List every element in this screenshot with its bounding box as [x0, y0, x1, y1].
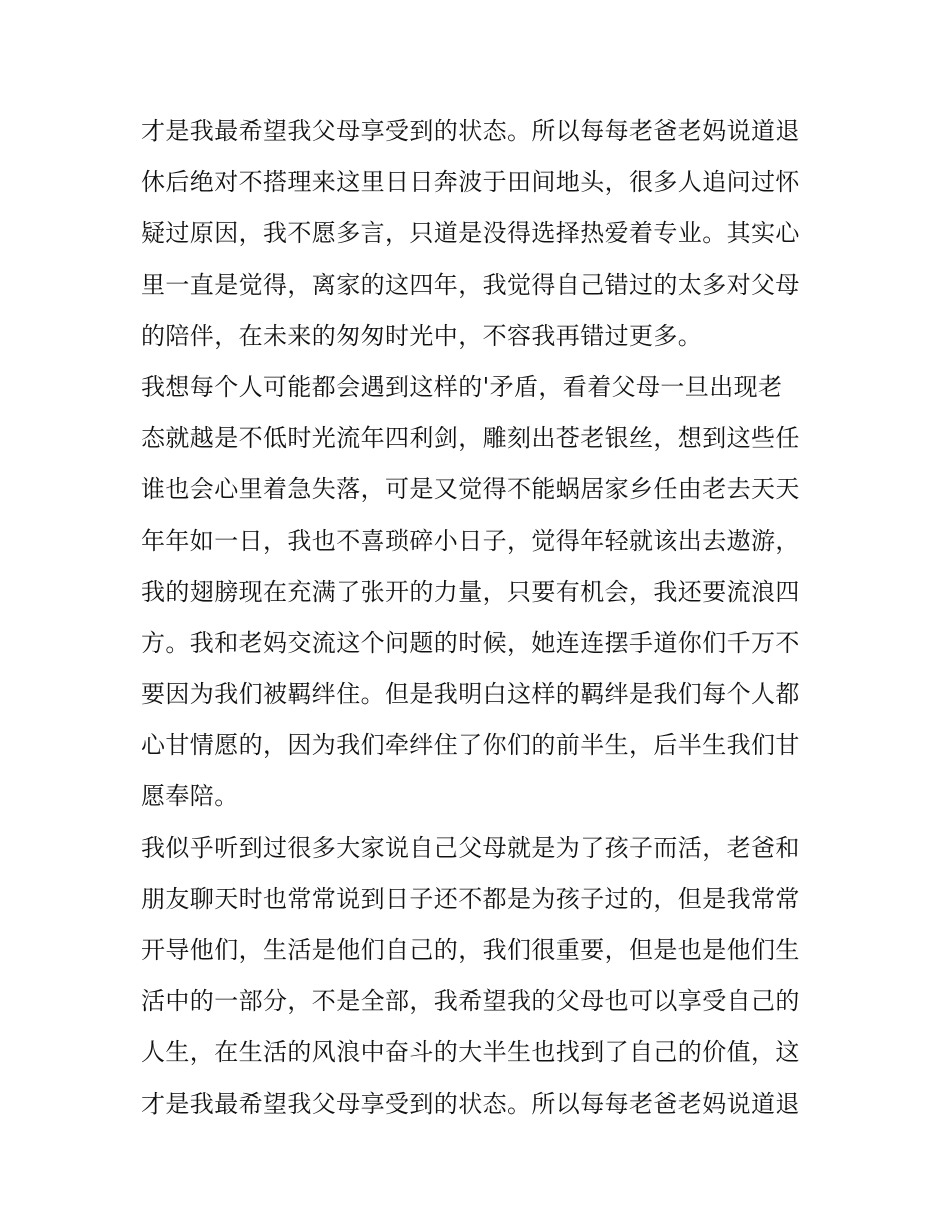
text-line: 心甘情愿的，因为我们牵绊住了你们的前半生，后半生我们甘 — [141, 731, 800, 760]
text-line: 我似乎听到过很多大家说自己父母就是为了孩子而活，老爸和 — [141, 833, 800, 862]
body-text — [141, 106, 821, 1130]
text-line: 年年如一日，我也不喜琐碎小日子，觉得年轻就该出去遨游， — [141, 526, 800, 555]
text-line: 朋友聊天时也常常说到日子还不都是为孩子过的，但是我常常 — [141, 884, 800, 913]
text-line: 态就越是不低时光流年四利剑，雕刻出苍老银丝，想到这些任 — [141, 424, 800, 453]
text-line: 才是我最希望我父母享受到的状态。所以每每老爸老妈说道退 — [141, 117, 800, 145]
text-line: 方。我和老妈交流这个问题的时候，她连连摆手道你们千万不 — [141, 628, 800, 657]
text-line: 才是我最希望我父母享受到的状态。所以每每老爸老妈说道退 — [141, 1089, 800, 1118]
text-line: 活中的一部分，不是全部，我希望我的父母也可以享受自己的 — [141, 987, 800, 1016]
text-line: 我的翅膀现在充满了张开的力量，只要有机会，我还要流浪四 — [141, 577, 800, 606]
text-line: 要因为我们被羁绊住。但是我明白这样的羁绊是我们每个人都 — [141, 680, 800, 709]
text-line: 谁也会心里着急失落，可是又觉得不能蜗居家乡任由老去天天 — [141, 475, 800, 504]
text-line: 休后绝对不搭理来这里日日奔波于田间地头，很多人追问过怀 — [141, 168, 800, 197]
text-line: 开导他们，生活是他们自己的，我们很重要，但是也是他们生 — [141, 936, 800, 964]
text-line: 我想每个人可能都会遇到这样的'矛盾，看着父母一旦出现老 — [141, 372, 783, 401]
text-line: 人生，在生活的风浪中奋斗的大半生也找到了自己的价值，这 — [141, 1038, 800, 1067]
text-line: 疑过原因，我不愿多言，只道是没得选择热爱着专业。其实心 — [141, 219, 800, 248]
text-line: 的陪伴，在未来的匆匆时光中，不容我再错过更多。 — [141, 321, 703, 350]
text-line: 愿奉陪。 — [141, 782, 239, 811]
text-line: 里一直是觉得，离家的这四年，我觉得自己错过的太多对父母 — [141, 270, 800, 299]
